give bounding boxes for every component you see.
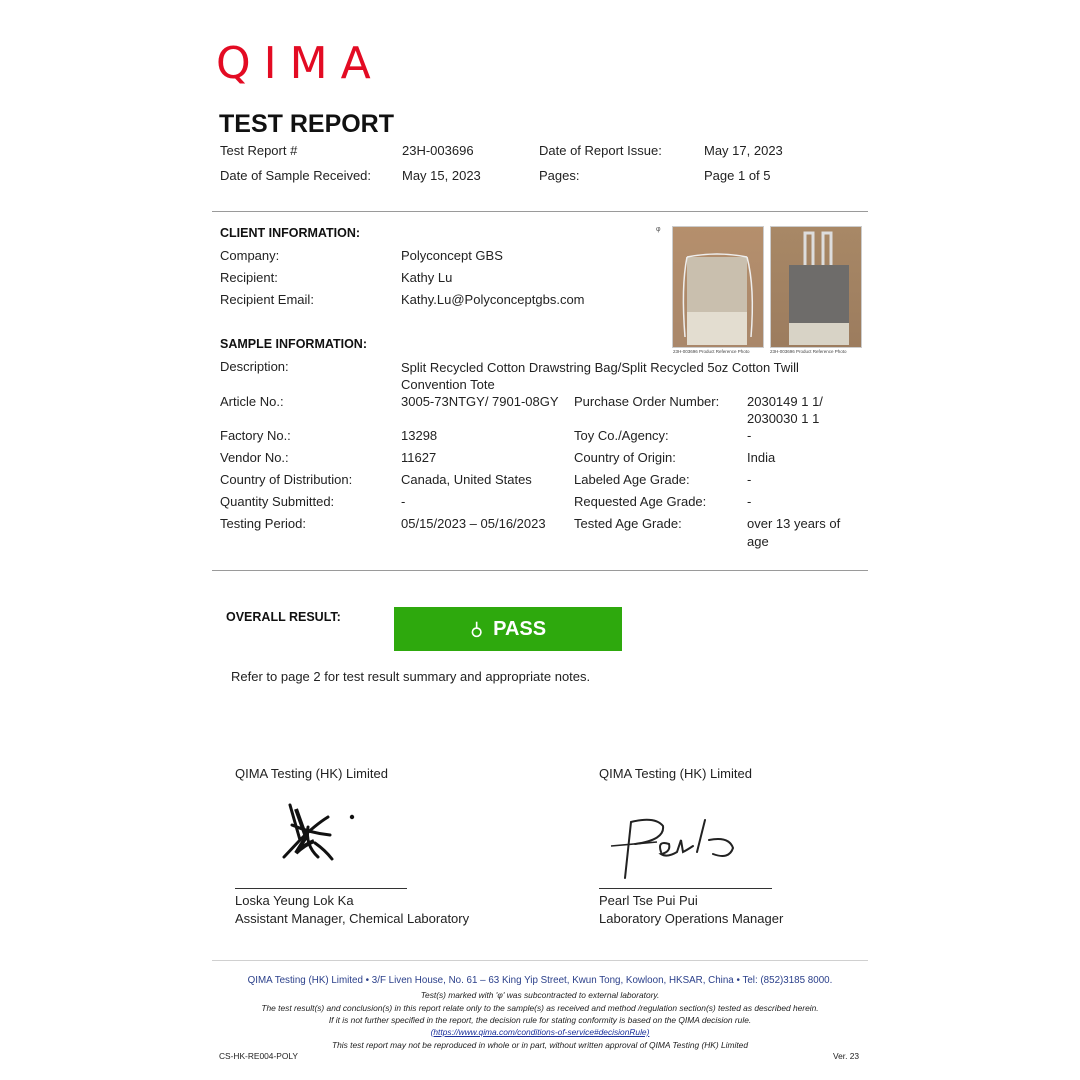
received-date-value: May 15, 2023 (402, 168, 481, 183)
drawstring-bag-photo (672, 226, 764, 348)
po-value-line1: 2030149 1 1/ (747, 394, 823, 409)
divider (212, 211, 868, 212)
footer-subcontract-note: Test(s) marked with 'φ' was subcontracted to external laboratory. (420, 990, 660, 1000)
signatory-2-name: Pearl Tse Pui Pui (599, 893, 698, 908)
quantity-label: Quantity Submitted: (220, 494, 335, 509)
footer-disclaimer-1: The test result(s) and conclusion(s) in this report relate only to the sample(s) as received and method /regulation section(s) tested as described herein. (261, 1003, 819, 1013)
overall-result-label: OVERALL RESULT: (226, 610, 341, 624)
photo-caption-1: 23H-003696 Product Reference Photo (673, 349, 750, 354)
distribution-value: Canada, United States (401, 472, 532, 487)
description-label: Description: (220, 359, 289, 374)
testing-period-label: Testing Period: (220, 516, 306, 531)
signature-line-1 (235, 888, 407, 889)
signatory-1-name: Loska Yeung Lok Ka (235, 893, 354, 908)
pages-label: Pages: (539, 168, 580, 183)
origin-label: Country of Origin: (574, 450, 676, 465)
tote-bag-photo (770, 226, 862, 348)
photo-caption-2: 23H-003696 Product Reference Photo (770, 349, 847, 354)
report-no-value: 23H-003696 (402, 143, 474, 158)
qima-logo: QIMA (216, 38, 384, 89)
labeled-age-value: - (747, 472, 752, 487)
po-value-line2: 2030030 1 1 (747, 411, 820, 426)
email-label: Recipient Email: (220, 292, 314, 307)
origin-value: India (747, 450, 776, 465)
signatory-1-title: Assistant Manager, Chemical Laboratory (235, 911, 470, 926)
report-title: TEST REPORT (219, 110, 395, 138)
tested-age-value-line1: over 13 years of (747, 516, 841, 531)
footer-divider (212, 960, 868, 961)
signatory-2-company: QIMA Testing (HK) Limited (599, 766, 752, 781)
vendor-value: 11627 (401, 450, 437, 465)
tested-age-label: Tested Age Grade: (574, 516, 682, 531)
pass-badge (394, 607, 622, 651)
description-value: Split Recycled Cotton Drawstring Bag/Split Recycled 5oz Cotton Twill Convention Tote (401, 360, 799, 392)
article-label: Article No.: (220, 394, 284, 409)
footer-address: QIMA Testing (HK) Limited • 3/F Liven House, No. 61 – 63 King Yip Street, Kwun Tong, Kowloon, HKSAR, China • Tel: (852)3185 8000. (247, 975, 833, 986)
recipient-label: Recipient: (220, 270, 278, 285)
factory-value: 13298 (401, 428, 438, 443)
signatory-2-title: Laboratory Operations Manager (599, 911, 784, 926)
vendor-label: Vendor No.: (220, 450, 289, 465)
pages-value: Page 1 of 5 (704, 168, 771, 183)
tested-age-value-line2: age (747, 534, 769, 549)
sample-info-heading: SAMPLE INFORMATION: (220, 337, 367, 351)
email-value: Kathy.Lu@Polyconceptgbs.com (401, 292, 585, 307)
divider (212, 570, 868, 571)
company-value: Polyconcept GBS (401, 248, 503, 263)
requested-age-label: Requested Age Grade: (574, 494, 707, 509)
requested-age-value: - (747, 494, 752, 509)
signature-2-image (605, 810, 745, 890)
distribution-label: Country of Distribution: (220, 472, 353, 487)
signature-line-2 (599, 888, 772, 889)
version-label: Ver. 23 (833, 1051, 860, 1061)
signatory-1-company: QIMA Testing (HK) Limited (235, 766, 388, 781)
report-no-label: Test Report # (220, 143, 298, 158)
issue-date-value: May 17, 2023 (704, 143, 783, 158)
po-label: Purchase Order Number: (574, 394, 720, 409)
result-value: PASS (493, 617, 547, 640)
toy-agency-value: - (747, 428, 752, 443)
toy-agency-label: Toy Co./Agency: (574, 428, 669, 443)
quantity-value: - (401, 494, 406, 509)
magnifier-icon: ⚲ (469, 619, 484, 640)
footer-reproduction-note: This test report may not be reproduced in whole or in part, without written approval of QIMA Testing (HK) Limited (332, 1040, 748, 1050)
client-info-heading: CLIENT INFORMATION: (220, 226, 361, 240)
article-value: 3005-73NTGY/ 7901-08GY (401, 394, 559, 409)
factory-label: Factory No.: (220, 428, 291, 443)
signature-1-image (270, 795, 370, 875)
document-code: CS-HK-RE004-POLY (219, 1051, 298, 1061)
decision-rule-link[interactable] (200, 1027, 880, 1037)
received-date-label: Date of Sample Received: (220, 168, 372, 183)
testing-period-value: 05/15/2023 – 05/16/2023 (401, 516, 546, 531)
recipient-value: Kathy Lu (401, 270, 453, 285)
company-label: Company: (220, 248, 280, 263)
result-note: Refer to page 2 for test result summary and appropriate notes. (231, 669, 591, 684)
decision-rule-link-text[interactable]: (https://www.qima.com/conditions-of-service#decisionRule) (430, 1027, 650, 1037)
subcontract-marker: φ (656, 226, 661, 233)
footer-disclaimer-2: If it is not further specified in the report, the decision rule for stating conformity is based on the QIMA decision rule. (328, 1015, 752, 1025)
issue-date-label: Date of Report Issue: (539, 143, 662, 158)
labeled-age-label: Labeled Age Grade: (574, 472, 690, 487)
